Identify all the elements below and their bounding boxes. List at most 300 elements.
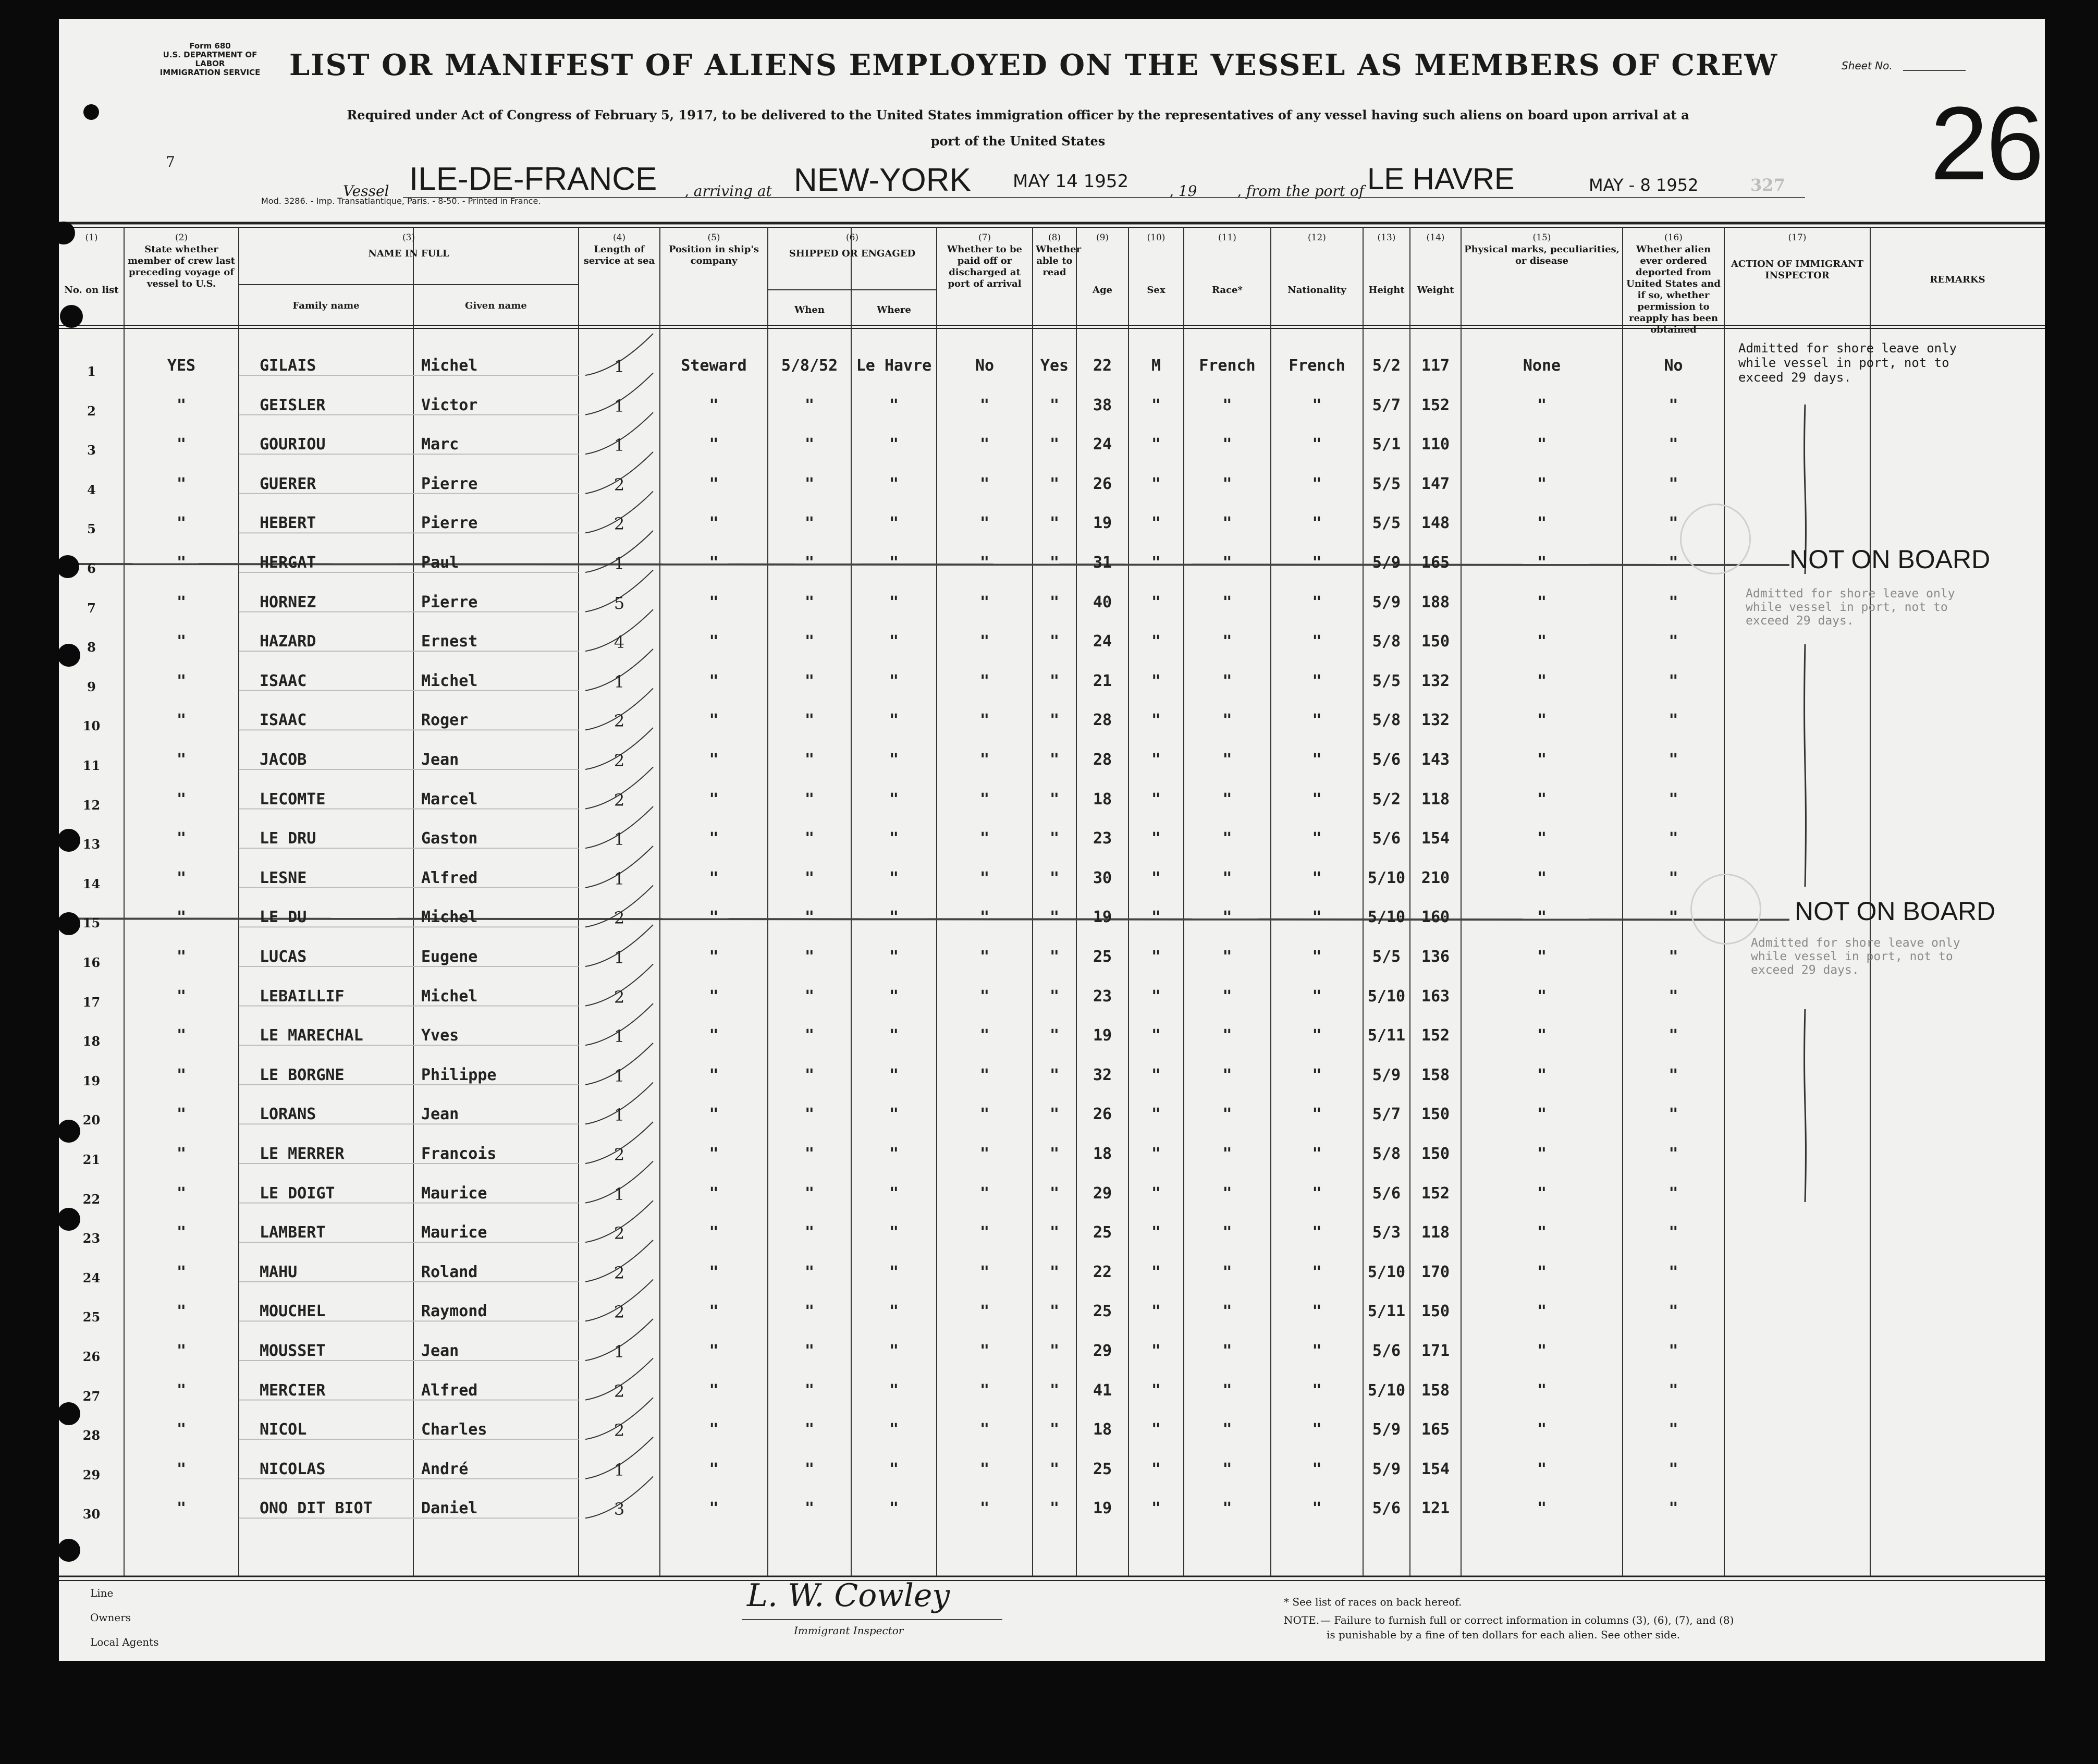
cell-position: " <box>709 948 719 966</box>
cell-marks: " <box>1537 1105 1547 1124</box>
cell-service: 2 <box>614 790 625 810</box>
form-number: Form 680 <box>189 41 231 51</box>
cell-height: 5/8 <box>1372 1145 1401 1163</box>
cell-paid: " <box>979 1302 990 1321</box>
cell-deported: " <box>1668 474 1678 493</box>
cell-prev: " <box>176 435 187 454</box>
cell-prev: " <box>176 1381 187 1400</box>
cell-marks: " <box>1537 948 1547 966</box>
cell-race: " <box>1222 868 1232 887</box>
cell-sex: " <box>1151 711 1161 730</box>
cell-age: 19 <box>1093 908 1112 927</box>
cell-where: " <box>889 1381 899 1400</box>
cell-where: " <box>889 435 899 454</box>
cell-marks: None <box>1523 357 1561 375</box>
cell-sex: M <box>1151 357 1161 375</box>
manifest-sheet <box>59 19 2045 1661</box>
cell-service: 2 <box>614 751 625 770</box>
cell-race: " <box>1222 1065 1232 1084</box>
cell-paid: " <box>979 1420 990 1439</box>
cell-nat: " <box>1312 1263 1322 1281</box>
cell-deported: " <box>1668 1145 1678 1163</box>
cell-marks: " <box>1537 593 1547 611</box>
note-text-1: — Failure to furnish full or correct information in columns (3), (6), (7), and (8) <box>1320 1614 1734 1626</box>
cell-sex: " <box>1151 632 1161 651</box>
cell-age: 22 <box>1093 357 1112 375</box>
cell-race: " <box>1222 948 1232 966</box>
cell-sex: " <box>1151 1223 1161 1242</box>
cell-given: André <box>421 1460 469 1478</box>
cell-paid: " <box>979 554 990 572</box>
cell-deported: " <box>1668 514 1678 533</box>
cell-paid: " <box>979 1184 990 1203</box>
owners-label: Owners <box>90 1611 131 1624</box>
cell-marks: " <box>1537 829 1547 848</box>
cell-given: Ernest <box>421 632 478 651</box>
cell-marks: " <box>1537 987 1547 1006</box>
column-subheader: Family name <box>292 300 360 311</box>
note-label: NOTE. <box>1284 1614 1320 1626</box>
cell-deported: " <box>1668 751 1678 769</box>
cell-marks: " <box>1537 790 1547 808</box>
cell-service: 1 <box>614 554 625 573</box>
cell-position: " <box>709 514 719 533</box>
cell-family: JACOB <box>260 751 307 769</box>
cell-service: 1 <box>614 1460 625 1480</box>
cell-weight: 118 <box>1421 1223 1450 1242</box>
cell-sex: " <box>1151 1026 1161 1045</box>
cell-service: 2 <box>614 1302 625 1322</box>
cell-nat: " <box>1312 751 1322 769</box>
cell-no: 6 <box>87 561 96 576</box>
cell-deported: " <box>1668 829 1678 848</box>
cell-given: Gaston <box>421 829 478 848</box>
cell-weight: 165 <box>1421 554 1450 572</box>
cell-paid: " <box>979 671 990 690</box>
cell-given: Jean <box>421 751 459 769</box>
column-header-3: NAME IN FULL <box>368 248 449 259</box>
cell-given: Marcel <box>421 790 478 808</box>
cell-weight: 150 <box>1421 1302 1450 1321</box>
cell-height: 5/10 <box>1367 1263 1406 1281</box>
cell-height: 5/11 <box>1367 1026 1406 1045</box>
cell-age: 24 <box>1093 632 1112 651</box>
column-header-10: Sex <box>1147 285 1165 296</box>
cell-family: HERGAT <box>260 554 316 572</box>
cell-age: 40 <box>1093 593 1112 611</box>
column-subheader: Where <box>877 304 911 315</box>
cell-paid: " <box>979 632 990 651</box>
column-number: (5) <box>707 232 720 243</box>
punch-hole <box>57 644 80 667</box>
cell-read: " <box>1049 751 1060 769</box>
cell-marks: " <box>1537 554 1547 572</box>
cell-given: Alfred <box>421 868 478 887</box>
cell-height: 5/8 <box>1372 632 1401 651</box>
cell-family: ISAAC <box>260 671 307 690</box>
column-header-8: Whether able to read <box>1036 244 1082 278</box>
cell-marks: " <box>1537 1381 1547 1400</box>
cell-family: HAZARD <box>260 632 316 651</box>
cell-position: " <box>709 396 719 414</box>
cell-service: 2 <box>614 1263 625 1283</box>
cell-weight: 143 <box>1421 751 1450 769</box>
cell-paid: " <box>979 987 990 1006</box>
cell-weight: 152 <box>1421 396 1450 414</box>
cell-family: NICOLAS <box>260 1460 326 1478</box>
cell-given: Francois <box>421 1145 497 1163</box>
column-subheader: Given name <box>465 300 527 311</box>
cell-read: " <box>1049 790 1060 808</box>
column-number: (9) <box>1096 232 1109 243</box>
cell-given: Raymond <box>421 1302 487 1321</box>
cell-read: " <box>1049 474 1060 493</box>
cell-nat: " <box>1312 435 1322 454</box>
column-number: (12) <box>1308 232 1326 243</box>
cell-age: 23 <box>1093 829 1112 848</box>
cell-marks: " <box>1537 751 1547 769</box>
cell-deported: " <box>1668 790 1678 808</box>
cell-given: Philippe <box>421 1065 497 1084</box>
sheet-label: Sheet No. <box>1842 59 1893 72</box>
cell-family: LE MERRER <box>260 1145 345 1163</box>
cell-prev: " <box>176 711 187 730</box>
cell-age: 21 <box>1093 671 1112 690</box>
cell-nat: " <box>1312 671 1322 690</box>
cell-service: 2 <box>614 908 625 928</box>
cell-nat: " <box>1312 1381 1322 1400</box>
cell-no: 5 <box>87 521 96 537</box>
cell-position: " <box>709 1460 719 1478</box>
cell-height: 5/6 <box>1372 1342 1401 1360</box>
column-header-16: Whether alien ever ordered deported from United States and if so, whether permission to reapply has been obtained <box>1626 244 1721 335</box>
cell-no: 23 <box>82 1231 101 1246</box>
cell-nat: " <box>1312 908 1322 927</box>
cell-when: " <box>804 593 815 611</box>
cell-paid: " <box>979 1499 990 1518</box>
cell-given: Pierre <box>421 514 478 533</box>
cell-age: 31 <box>1093 554 1112 572</box>
cell-nat: " <box>1312 474 1322 493</box>
cell-prev: " <box>176 396 187 414</box>
cell-age: 19 <box>1093 1026 1112 1045</box>
cell-deported: " <box>1668 1184 1678 1203</box>
cell-where: " <box>889 396 899 414</box>
cell-service: 2 <box>614 1223 625 1244</box>
cell-race: " <box>1222 1184 1232 1203</box>
cell-weight: 110 <box>1421 435 1450 454</box>
cell-no: 24 <box>82 1270 101 1285</box>
cell-marks: " <box>1537 711 1547 730</box>
cell-position: " <box>709 1184 719 1203</box>
cell-service: 2 <box>614 1145 625 1165</box>
cell-when: " <box>804 751 815 769</box>
cell-given: Pierre <box>421 474 478 493</box>
cell-deported: " <box>1668 1460 1678 1478</box>
cell-when: " <box>804 1499 815 1518</box>
cell-position: " <box>709 474 719 493</box>
cell-weight: 188 <box>1421 593 1450 611</box>
cell-sex: " <box>1151 868 1161 887</box>
cell-deported: " <box>1668 1499 1678 1518</box>
cell-service: 2 <box>614 1420 625 1441</box>
cell-where: " <box>889 1145 899 1163</box>
punch-hole <box>57 829 80 852</box>
vessel-name: ILE-DE-FRANCE <box>409 161 657 197</box>
cell-race: " <box>1222 908 1232 927</box>
cell-read: " <box>1049 1302 1060 1321</box>
vessel-label: Vessel <box>343 182 389 200</box>
cell-marks: " <box>1537 1420 1547 1439</box>
cell-service: 1 <box>614 435 625 456</box>
cell-read: " <box>1049 396 1060 414</box>
cell-prev: " <box>176 1420 187 1439</box>
cell-nat: " <box>1312 1342 1322 1360</box>
cell-age: 25 <box>1093 1460 1112 1478</box>
cell-read: " <box>1049 868 1060 887</box>
cell-prev: " <box>176 593 187 611</box>
punch-hole <box>57 912 80 935</box>
cell-when: " <box>804 632 815 651</box>
signature-line <box>742 1619 1002 1620</box>
cell-prev: " <box>176 1263 187 1281</box>
cell-sex: " <box>1151 1105 1161 1124</box>
cell-race: " <box>1222 396 1232 414</box>
cell-read: " <box>1049 1105 1060 1124</box>
column-number: (17) <box>1788 232 1807 243</box>
cell-prev: " <box>176 1184 187 1203</box>
cell-age: 30 <box>1093 868 1112 887</box>
cell-prev: " <box>176 987 187 1006</box>
cell-weight: 136 <box>1421 948 1450 966</box>
cell-height: 5/3 <box>1372 1223 1401 1242</box>
cell-given: Maurice <box>421 1223 487 1242</box>
cell-age: 24 <box>1093 435 1112 454</box>
year-label: , 19 <box>1169 182 1197 200</box>
cell-height: 5/10 <box>1367 868 1406 887</box>
cell-deported: " <box>1668 396 1678 414</box>
cell-position: " <box>709 1420 719 1439</box>
cell-nat: " <box>1312 1026 1322 1045</box>
cell-when: " <box>804 1145 815 1163</box>
cell-prev: " <box>176 671 187 690</box>
column-number: (15) <box>1532 232 1551 243</box>
column-number: (3) <box>402 232 415 243</box>
cell-service: 1 <box>614 948 625 967</box>
cell-sex: " <box>1151 790 1161 808</box>
cell-family: LE DU <box>260 908 307 927</box>
cell-height: 5/10 <box>1367 1381 1406 1400</box>
cell-position: " <box>709 908 719 927</box>
column-number: (2) <box>175 232 188 243</box>
cell-service: 1 <box>614 1065 625 1086</box>
act-line-1: Required under Act of Congress of February 5, 1917, to be delivered to the United States immigration officer by the representatives of any vessel having such aliens on board upon arrival at a <box>347 107 1689 123</box>
cell-where: " <box>889 1105 899 1124</box>
cell-paid: " <box>979 1263 990 1281</box>
cell-service: 1 <box>614 829 625 850</box>
inspector-note-2: Admitted for shore leave only while vessel in port, not to exceed 29 days. <box>1746 587 1955 628</box>
cell-paid: " <box>979 1342 990 1360</box>
cell-when: " <box>804 1263 815 1281</box>
cell-race: " <box>1222 554 1232 572</box>
cell-position: " <box>709 711 719 730</box>
cell-marks: " <box>1537 1184 1547 1203</box>
cell-paid: " <box>979 829 990 848</box>
cell-paid: " <box>979 1026 990 1045</box>
cell-family: ISAAC <box>260 711 307 730</box>
faded-seal-stamp-1 <box>1680 504 1751 574</box>
cell-when: " <box>804 987 815 1006</box>
cell-when: " <box>804 1105 815 1124</box>
cell-race: " <box>1222 1263 1232 1281</box>
cell-height: 5/6 <box>1372 751 1401 769</box>
cell-age: 19 <box>1093 514 1112 533</box>
cell-no: 9 <box>87 679 96 694</box>
cell-race: " <box>1222 514 1232 533</box>
cell-paid: " <box>979 1145 990 1163</box>
cell-deported: " <box>1668 1302 1678 1321</box>
cell-nat: " <box>1312 1499 1322 1518</box>
cell-weight: 154 <box>1421 829 1450 848</box>
cell-position: " <box>709 1381 719 1400</box>
cell-read: " <box>1049 1381 1060 1400</box>
cell-paid: " <box>979 1065 990 1084</box>
cell-height: 5/2 <box>1372 790 1401 808</box>
cell-age: 29 <box>1093 1184 1112 1203</box>
cell-when: " <box>804 396 815 414</box>
cell-race: " <box>1222 435 1232 454</box>
cell-deported: " <box>1668 671 1678 690</box>
cell-age: 23 <box>1093 987 1112 1006</box>
sheet-number: 26 <box>1930 85 2042 202</box>
cell-sex: " <box>1151 1460 1161 1478</box>
cell-age: 28 <box>1093 751 1112 769</box>
cell-service: 1 <box>614 1105 625 1125</box>
cell-deported: " <box>1668 711 1678 730</box>
ditto-line <box>1805 644 1806 887</box>
from-port-label: , from the port of <box>1237 182 1365 200</box>
cell-position: " <box>709 829 719 848</box>
column-header-18: REMARKS <box>1930 274 1985 285</box>
cell-marks: " <box>1537 514 1547 533</box>
cell-race: " <box>1222 1420 1232 1439</box>
cell-marks: " <box>1537 396 1547 414</box>
cell-given: Michel <box>421 987 478 1006</box>
cell-family: MOUCHEL <box>260 1302 326 1321</box>
cell-marks: " <box>1537 868 1547 887</box>
cell-where: " <box>889 1026 899 1045</box>
column-header-5: Position in ship's company <box>668 244 759 266</box>
column-header-13: Height <box>1368 285 1405 296</box>
cell-prev: " <box>176 1065 187 1084</box>
cell-deported: " <box>1668 1223 1678 1242</box>
cell-no: 3 <box>87 443 96 458</box>
cell-nat: " <box>1312 790 1322 808</box>
cell-given: Eugene <box>421 948 478 966</box>
cell-nat: " <box>1312 1223 1322 1242</box>
cell-when: " <box>804 554 815 572</box>
cell-when: " <box>804 908 815 927</box>
cell-read: " <box>1049 987 1060 1006</box>
cell-race: " <box>1222 987 1232 1006</box>
punch-hole <box>57 1402 80 1425</box>
cell-where: " <box>889 948 899 966</box>
cell-nat: French <box>1289 357 1345 375</box>
cell-family: LECOMTE <box>260 790 326 808</box>
cell-no: 25 <box>82 1309 101 1325</box>
cell-marks: " <box>1537 1223 1547 1242</box>
cell-given: Michel <box>421 357 478 375</box>
cell-paid: " <box>979 751 990 769</box>
cell-where: " <box>889 632 899 651</box>
cell-nat: " <box>1312 1105 1322 1124</box>
cell-family: NICOL <box>260 1420 307 1439</box>
cell-when: " <box>804 514 815 533</box>
column-number: (8) <box>1048 232 1061 243</box>
cell-height: 5/10 <box>1367 908 1406 927</box>
cell-height: 5/9 <box>1372 1460 1401 1478</box>
cell-no: 29 <box>82 1467 101 1483</box>
cell-where: " <box>889 514 899 533</box>
column-number: (16) <box>1664 232 1683 243</box>
cell-weight: 210 <box>1421 868 1450 887</box>
cell-sex: " <box>1151 987 1161 1006</box>
cell-read: " <box>1049 1460 1060 1478</box>
cell-when: " <box>804 868 815 887</box>
cell-race: " <box>1222 593 1232 611</box>
column-header-11: Race* <box>1212 285 1243 296</box>
column-header-7: Whether to be paid off or discharged at port of arrival <box>947 244 1022 289</box>
cell-nat: " <box>1312 1145 1322 1163</box>
cell-family: MERCIER <box>260 1381 326 1400</box>
arrival-date: MAY 14 1952 <box>1013 171 1129 192</box>
cell-when: " <box>804 1342 815 1360</box>
cell-weight: 148 <box>1421 514 1450 533</box>
cell-paid: " <box>979 711 990 730</box>
cell-sex: " <box>1151 554 1161 572</box>
cell-no: 11 <box>82 758 101 773</box>
column-header-6: SHIPPED OR ENGAGED <box>789 248 916 259</box>
cell-deported: " <box>1668 1381 1678 1400</box>
cell-service: 2 <box>614 474 625 495</box>
cell-given: Paul <box>421 554 459 572</box>
cell-position: " <box>709 790 719 808</box>
column-header-4: Length of service at sea <box>583 244 655 266</box>
cell-height: 5/2 <box>1372 357 1401 375</box>
cell-read: " <box>1049 948 1060 966</box>
cell-weight: 158 <box>1421 1065 1450 1084</box>
cell-family: GUERER <box>260 474 316 493</box>
cell-when: " <box>804 948 815 966</box>
inspector-note-1: Admitted for shore leave only while vessel in port, not to exceed 29 days. <box>1738 341 1957 385</box>
cell-weight: 150 <box>1421 1145 1450 1163</box>
cell-prev: " <box>176 1145 187 1163</box>
cell-prev: " <box>176 1105 187 1124</box>
cell-no: 27 <box>82 1388 101 1404</box>
local-agents-label: Local Agents <box>90 1636 159 1648</box>
cell-prev: " <box>176 514 187 533</box>
cell-prev: " <box>176 554 187 572</box>
cell-prev: " <box>176 829 187 848</box>
cell-read: " <box>1049 554 1060 572</box>
cell-given: Yves <box>421 1026 459 1045</box>
cell-given: Daniel <box>421 1499 478 1518</box>
cell-sex: " <box>1151 829 1161 848</box>
cell-position: " <box>709 632 719 651</box>
cell-race: " <box>1222 1026 1232 1045</box>
cell-read: " <box>1049 1145 1060 1163</box>
cell-marks: " <box>1537 671 1547 690</box>
